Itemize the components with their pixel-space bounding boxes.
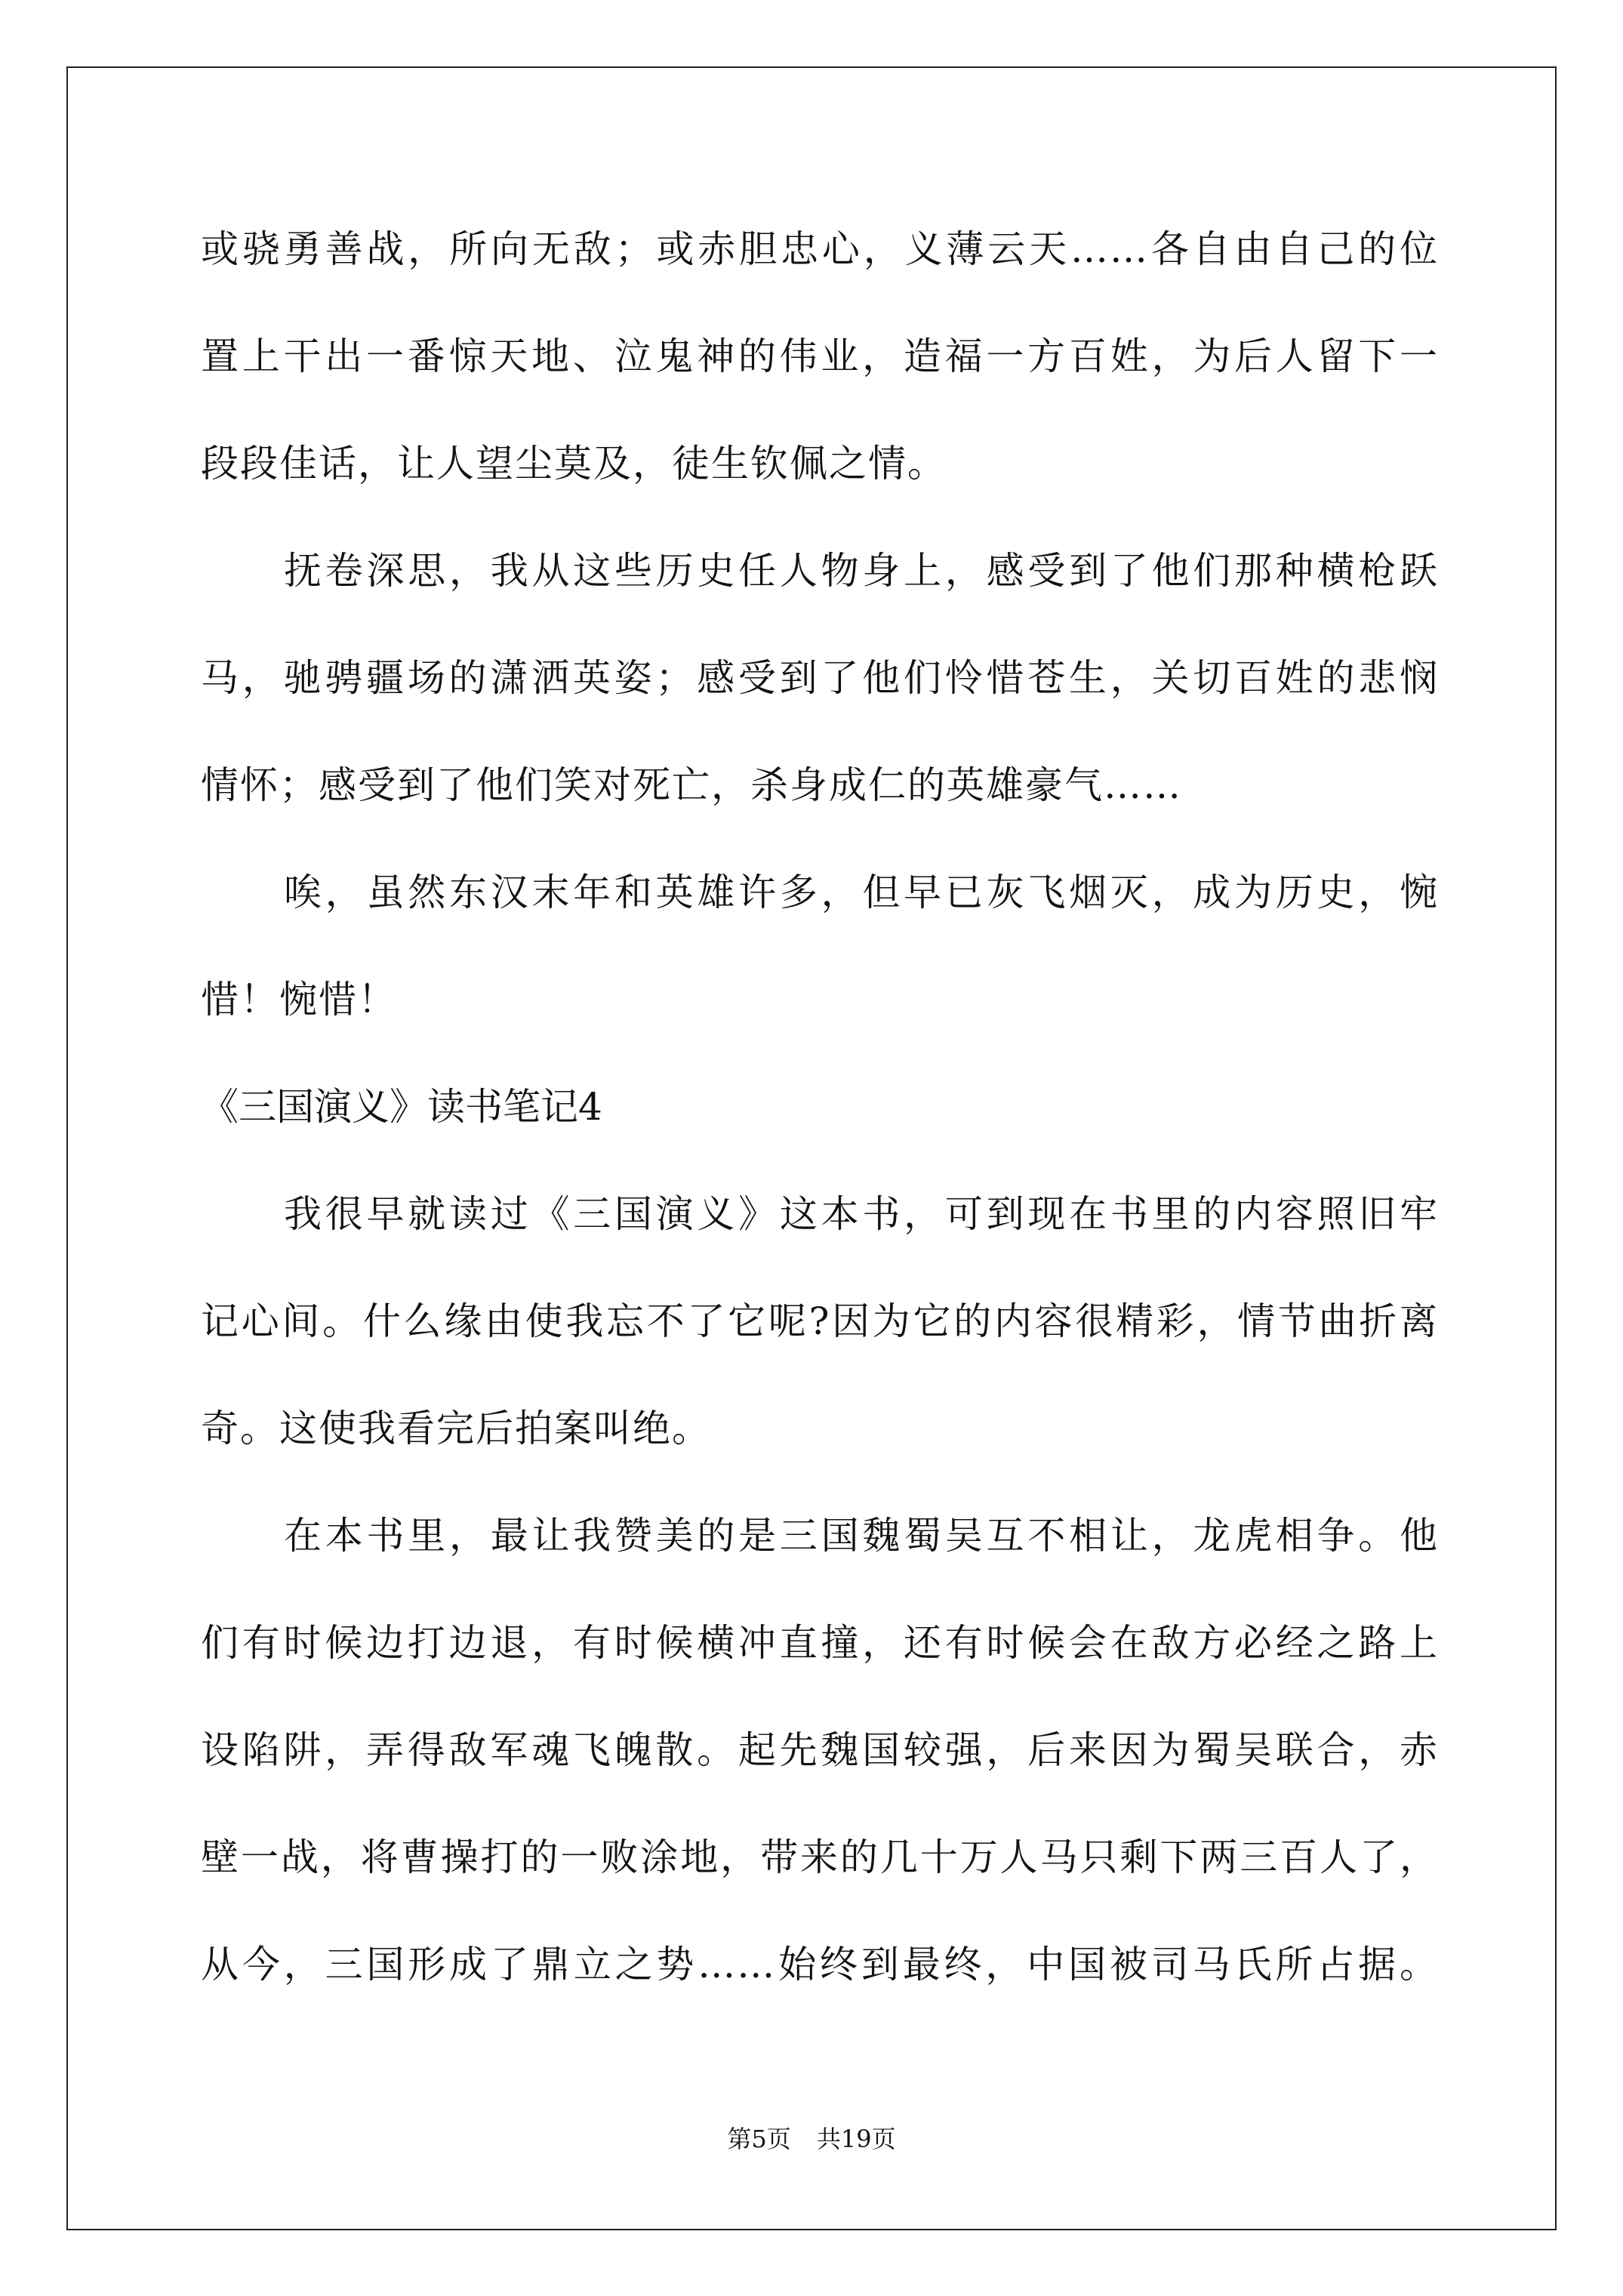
text-line: 惜！惋惜！ — [201, 978, 397, 1022]
text-line: 抚卷深思，我从这些历史任人物身上，感受到了他们那种横枪跃 — [284, 549, 1439, 593]
text-line: 置上干出一番惊天地、泣鬼神的伟业，造福一方百姓，为后人留下一 — [201, 334, 1439, 378]
text-line: 在本书里，最让我赞美的是三国魏蜀吴互不相让，龙虎相争。他 — [284, 1514, 1439, 1558]
text-line: 奇。这使我看完后拍案叫绝。 — [201, 1407, 711, 1450]
text-line: 壁一战，将曹操打的一败涂地，带来的几十万人马只剩下两三百人了， — [201, 1835, 1439, 1879]
text-line: 我很早就读过《三国演义》这本书，可到现在书里的内容照旧牢 — [284, 1192, 1439, 1236]
text-line: 情怀；感受到了他们笑对死亡，杀身成仁的英雄豪气…… — [201, 763, 1182, 807]
text-line: 从今，三国形成了鼎立之势……始终到最终，中国被司马氏所占据。 — [201, 1943, 1439, 1986]
text-line: 们有时候边打边退，有时候横冲直撞，还有时候会在敌方必经之路上 — [201, 1621, 1439, 1665]
text-line: 记心间。什么缘由使我忘不了它呢?因为它的内容很精彩，情节曲折离 — [201, 1299, 1439, 1343]
page-total: 共19页 — [816, 2125, 896, 2153]
text-line: 或骁勇善战，所向无敌；或赤胆忠心，义薄云天……各自由自己的位 — [201, 227, 1439, 271]
text-line: 段段佳话，让人望尘莫及，徒生钦佩之情。 — [201, 442, 947, 485]
section-heading: 《三国演义》读书笔记4 — [201, 1085, 602, 1129]
page-number: 第5页 — [727, 2125, 791, 2153]
text-line: 设陷阱，弄得敌军魂飞魄散。起先魏国较强，后来因为蜀吴联合，赤 — [201, 1728, 1439, 1772]
text-line: 唉，虽然东汉末年和英雄许多，但早已灰飞烟灭，成为历史，惋 — [284, 871, 1439, 914]
page-footer — [0, 2124, 1623, 2154]
page-border — [66, 66, 1557, 2230]
text-line: 马，驰骋疆场的潇洒英姿；感受到了他们怜惜苍生，关切百姓的悲悯 — [201, 656, 1439, 700]
